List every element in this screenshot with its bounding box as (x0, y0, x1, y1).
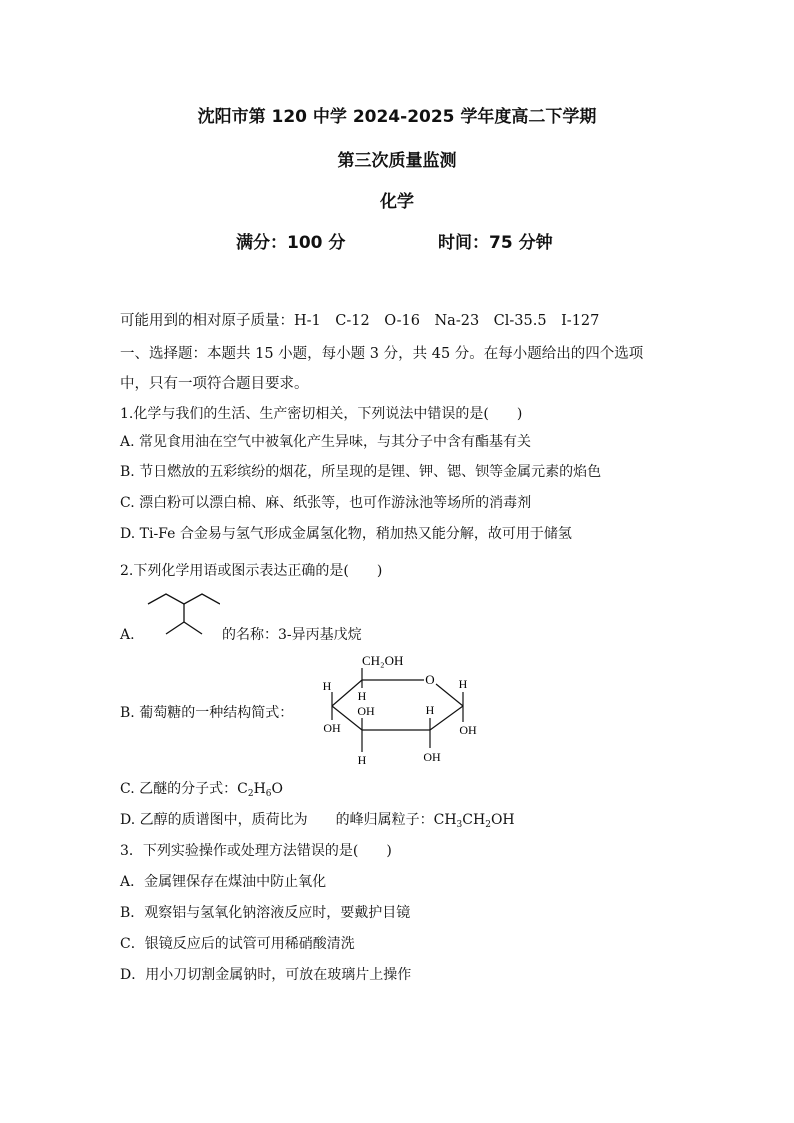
atomic-masses: 可能用到的相对原子质量：H-1 C-12 O-16 Na-23 Cl-35.5 I-127 (120, 313, 600, 329)
time-limit: 时间：75 分钟 (438, 233, 553, 253)
school-title: 沈阳市第 120 中学 2024-2025 学年度高二下学期 (197, 107, 597, 127)
question-1-option-b: B. 节日燃放的五彩缤纷的烟花，所呈现的是锂、钾、锶、钡等金属元素的焰色 (120, 464, 602, 480)
glucose-label-h-c5: H (322, 679, 332, 693)
q2d-mid: CH (462, 812, 486, 828)
section-instructions-line1: 一、选择题：本题共 15 小题，每小题 3 分，共 45 分。在每小题给出的四个选项 (120, 346, 644, 362)
glucose-label-oh-c2: OH (423, 750, 441, 764)
question-3-option-b: B．观察铝与氢氧化钠溶液反应时，要戴护目镜 (120, 905, 411, 921)
full-score: 满分：100 分 (236, 233, 346, 253)
question-3-option-c: C．银镜反应后的试管可用稀硝酸清洗 (120, 936, 355, 952)
question-3-option-d: D．用小刀切割金属钠时，可放在玻璃片上操作 (120, 967, 412, 983)
q2c-prefix: C. 乙醚的分子式：C (120, 781, 248, 797)
q2c-suffix: O (271, 781, 283, 797)
question-1-option-a: A. 常见食用油在空气中被氧化产生异味，与其分子中含有酯基有关 (120, 434, 532, 450)
skeletal-formula-3-isopropylpentane (140, 588, 220, 640)
question-2-option-d (120, 811, 515, 834)
q2c-mid: H (253, 781, 266, 797)
glucose-label-oh-c1: OH (459, 723, 477, 737)
glucose-label-oh-c4: OH (323, 721, 341, 735)
glucose-label-ring-o: O (425, 672, 435, 687)
q2d-sub1: 3 (456, 820, 463, 830)
question-2-stem: 2.下列化学用语或图示表达正确的是( ) (120, 563, 383, 579)
glucose-haworth-structure (318, 648, 488, 772)
section-instructions-line2: 中，只有一项符合题目要求。 (120, 376, 309, 392)
glucose-label-h-c4-down: H (357, 689, 367, 703)
glucose-label-ch2oh: CH₂OH (362, 653, 404, 668)
question-2-option-c (120, 780, 283, 803)
question-3-stem: 3．下列实验操作或处理方法错误的是( ) (120, 843, 392, 859)
glucose-label-h-c2: H (425, 703, 435, 717)
question-1-option-c: C. 漂白粉可以漂白棉、麻、纸张等，也可作游泳池等场所的消毒剂 (120, 495, 532, 511)
glucose-label-oh-c3: OH (357, 704, 375, 718)
glucose-label-h-c1: H (458, 677, 468, 691)
glucose-label-h-c3: H (357, 753, 367, 767)
question-3-option-a: A．金属锂保存在煤油中防止氧化 (120, 874, 327, 890)
question-1-option-d: D. Ti-Fe 合金易与氢气形成金属氢化物，稍加热又能分解，故可用于储氢 (120, 526, 572, 542)
question-1-stem: 1.化学与我们的生活、生产密切相关，下列说法中错误的是( ) (120, 406, 523, 422)
question-2-option-b: B. 葡萄糖的一种结构简式： (120, 705, 294, 721)
q2d-prefix: D. 乙醇的质谱图中，质荷比为 的峰归属粒子：CH (120, 812, 457, 828)
q2d-suffix: OH (490, 812, 515, 828)
subject-title: 化学 (380, 192, 414, 212)
q2c-sub-carbon: 2 (247, 789, 254, 799)
question-2-option-a-text: 的名称：3-异丙基戊烷 (222, 627, 362, 643)
question-2-option-a-label: A. (120, 627, 135, 643)
exam-name: 第三次质量监测 (337, 151, 457, 171)
q2d-sub2: 2 (485, 820, 491, 830)
q2c-sub-hydrogen: 6 (265, 789, 272, 799)
